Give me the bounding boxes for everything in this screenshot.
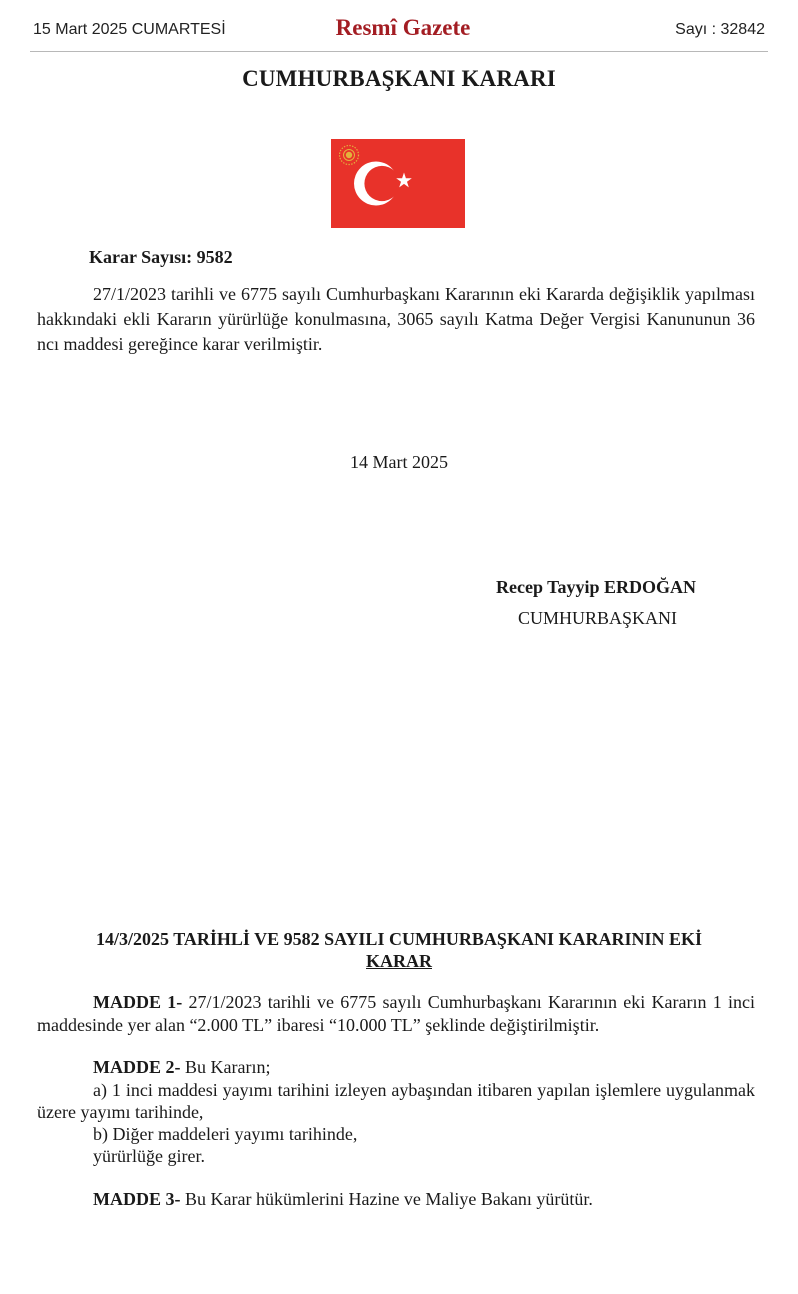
article-1-label: MADDE 1- xyxy=(93,992,183,1012)
annex-title-line1: 14/3/2025 TARİHLİ VE 9582 SAYILI CUMHURBAŞKANI KARARININ EKİ xyxy=(96,929,702,949)
article-2-item-a: a) 1 inci maddesi yayımı tarihini izleyen aybaşından itibaren yapılan işlemlere uygulanmak üzere yayımı tarihinde, xyxy=(37,1080,755,1122)
article-3 xyxy=(93,1189,593,1210)
decision-date: 14 Mart 2025 xyxy=(350,452,448,472)
article-1 xyxy=(37,991,755,1037)
signatory-title: CUMHURBAŞKANI xyxy=(518,608,678,628)
article-2-closing: yürürlüğe girer. xyxy=(93,1146,205,1166)
article-3-label: MADDE 3- xyxy=(93,1189,181,1209)
article-2-label: MADDE 2- xyxy=(93,1057,181,1077)
annex-title-line2: KARAR xyxy=(366,951,432,971)
turkish-flag-icon xyxy=(331,139,465,228)
article-2-intro: Bu Kararın; xyxy=(185,1057,271,1077)
gazette-name: Resmî Gazete xyxy=(335,15,471,40)
document-title: CUMHURBAŞKANI KARARI xyxy=(242,66,556,91)
decision-number: Karar Sayısı: 9582 xyxy=(89,247,233,267)
article-3-text: Bu Karar hükümlerini Hazine ve Maliye Bakanı yürütür. xyxy=(185,1189,593,1209)
article-2-intro-line xyxy=(93,1057,270,1078)
issue-number: Sayı : 32842 xyxy=(675,21,765,38)
decision-body-paragraph: 27/1/2023 tarihli ve 6775 sayılı Cumhurbaşkanı Kararının eki Kararda değişiklik yapılması hakkındaki ekli Kararın yürürlüğe konulmasına, 3065 sayılı Katma Değer Vergisi Kanununun 36 ncı maddesi gereğince karar verilmiştir. xyxy=(37,284,755,354)
header-date: 15 Mart 2025 CUMARTESİ xyxy=(33,21,226,38)
signatory-name: Recep Tayyip ERDOĞAN xyxy=(496,577,697,597)
header-divider xyxy=(30,51,768,52)
article-1-text: 27/1/2023 tarihli ve 6775 sayılı Cumhurbaşkanı Kararının eki Kararın 1 inci maddesinde yer alan “2.000 TL” ibaresi “10.000 TL” şeklinde değiştirilmiştir. xyxy=(37,992,755,1035)
annex-title xyxy=(37,928,761,972)
article-2-item-b: b) Diğer maddeleri yayımı tarihinde, xyxy=(93,1124,358,1144)
